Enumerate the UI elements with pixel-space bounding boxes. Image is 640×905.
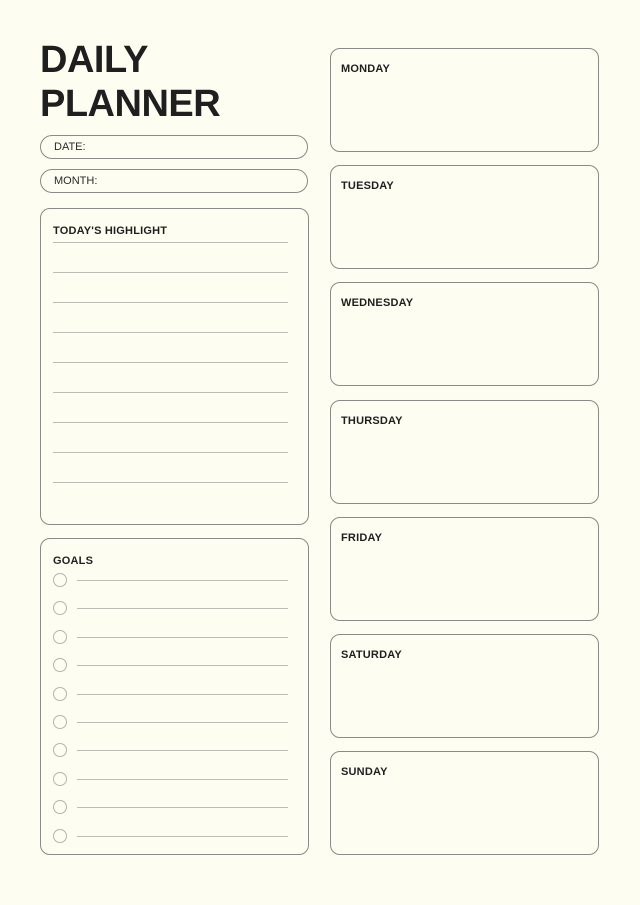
goal-item	[53, 630, 288, 646]
goal-line[interactable]	[77, 807, 288, 808]
day-box-saturday[interactable]	[330, 634, 599, 738]
goal-item	[53, 743, 288, 759]
goal-item	[53, 573, 288, 589]
goal-checkbox[interactable]	[53, 601, 67, 615]
goal-checkbox[interactable]	[53, 800, 67, 814]
day-box-thursday[interactable]	[330, 400, 599, 504]
goal-line[interactable]	[77, 694, 288, 695]
day-box-sunday[interactable]	[330, 751, 599, 855]
goal-line[interactable]	[77, 722, 288, 723]
highlight-line[interactable]	[53, 452, 288, 453]
highlight-line[interactable]	[53, 302, 288, 303]
goal-line[interactable]	[77, 608, 288, 609]
day-label: FRIDAY	[341, 531, 383, 544]
goals-box	[40, 538, 309, 855]
highlight-line[interactable]	[53, 362, 288, 363]
todays-highlight-box[interactable]	[40, 208, 309, 525]
goal-checkbox[interactable]	[53, 687, 67, 701]
goals-label: GOALS	[53, 555, 94, 567]
day-label: SUNDAY	[341, 766, 388, 779]
goal-item	[53, 715, 288, 731]
date-field[interactable]	[40, 135, 308, 159]
day-label: MONDAY	[341, 63, 391, 75]
day-box-wednesday[interactable]	[330, 282, 599, 386]
planner-title	[40, 38, 220, 126]
highlight-line[interactable]	[53, 272, 288, 273]
goal-item	[53, 800, 288, 816]
highlight-line[interactable]	[53, 482, 288, 483]
goal-line[interactable]	[77, 779, 288, 780]
title-line-2: PLANNER	[40, 83, 221, 125]
goal-checkbox[interactable]	[53, 573, 67, 587]
day-box-monday[interactable]	[330, 48, 599, 152]
goal-checkbox[interactable]	[53, 829, 67, 843]
todays-highlight-label: TODAY'S HIGHLIGHT	[53, 225, 168, 237]
goal-item	[53, 829, 288, 845]
goal-checkbox[interactable]	[53, 630, 67, 644]
day-label: WEDNESDAY	[341, 297, 414, 310]
day-label: THURSDAY	[341, 414, 403, 427]
goal-line[interactable]	[77, 637, 288, 638]
goal-checkbox[interactable]	[53, 715, 67, 729]
goal-line[interactable]	[77, 836, 288, 837]
goal-checkbox[interactable]	[53, 743, 67, 757]
goal-item	[53, 658, 288, 674]
goal-line[interactable]	[77, 580, 288, 581]
goal-item	[53, 601, 288, 617]
highlight-line[interactable]	[53, 422, 288, 423]
title-line-1: DAILY	[40, 39, 149, 81]
day-label: TUESDAY	[341, 180, 394, 193]
month-label: MONTH:	[54, 175, 98, 187]
day-label: SATURDAY	[341, 649, 402, 661]
goal-item	[53, 687, 288, 703]
highlight-line[interactable]	[53, 242, 288, 243]
day-box-tuesday[interactable]	[330, 165, 599, 269]
goal-item	[53, 772, 288, 788]
day-box-friday[interactable]	[330, 517, 599, 621]
highlight-line[interactable]	[53, 332, 288, 333]
goal-checkbox[interactable]	[53, 658, 67, 672]
date-label: DATE:	[54, 141, 86, 153]
highlight-line[interactable]	[53, 392, 288, 393]
goal-line[interactable]	[77, 665, 288, 666]
goal-line[interactable]	[77, 750, 288, 751]
goal-checkbox[interactable]	[53, 772, 67, 786]
month-field[interactable]	[40, 169, 308, 193]
